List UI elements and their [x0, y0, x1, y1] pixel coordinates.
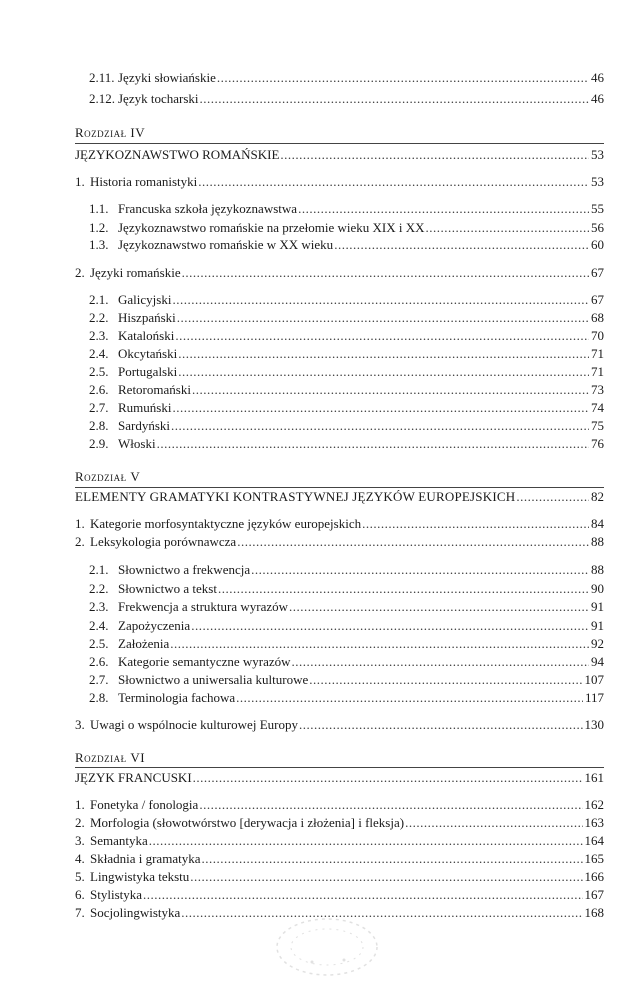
dot-leader — [170, 635, 589, 653]
entry-title: Stylistyka — [90, 887, 143, 902]
entry-title: Kategorie morfosyntaktyczne języków europejskich — [90, 516, 362, 531]
toc-entry — [89, 327, 604, 345]
page-number: 163 — [584, 815, 604, 830]
entry-title: Zapożyczenia — [118, 618, 191, 633]
entry-title: Języki słowiańskie — [118, 70, 216, 85]
page-number: 161 — [584, 770, 604, 785]
chapter-number: IV — [130, 125, 146, 140]
entry-title: Założenia — [118, 636, 170, 651]
entry-title: Hiszpański — [118, 310, 176, 325]
entry-number: 2.3. — [89, 599, 109, 614]
page-number: 130 — [584, 717, 604, 732]
toc-entry — [75, 264, 604, 282]
dot-leader — [199, 796, 582, 814]
toc-entry — [75, 716, 604, 734]
dot-leader — [236, 689, 583, 707]
dot-leader — [426, 219, 590, 237]
page-number: 53 — [591, 174, 604, 189]
dot-leader — [171, 417, 589, 435]
dot-leader — [280, 146, 589, 164]
entry-number: 2.7. — [89, 672, 109, 687]
chapter-number: VI — [130, 750, 146, 765]
entry-number: 3. — [75, 717, 85, 732]
entry-title: Kategorie semantyczne wyrazów — [118, 654, 291, 669]
toc-entry — [75, 533, 604, 551]
toc-entry — [89, 363, 604, 381]
entry-number: 6. — [75, 887, 85, 902]
entry-title: Język tocharski — [118, 91, 199, 106]
page-number: 94 — [591, 654, 604, 669]
library-stamp-icon — [272, 914, 382, 980]
toc-entry — [89, 236, 604, 254]
entry-title: Słownictwo a tekst — [118, 581, 217, 596]
entry-number: 2.9. — [89, 436, 109, 451]
chapter-label-word: Rozdział — [75, 125, 127, 140]
page-number: 166 — [584, 869, 604, 884]
entry-number: 2. — [75, 534, 85, 549]
entry-title: Galicyjski — [118, 292, 172, 307]
dot-leader — [200, 90, 589, 108]
entry-title: Okcytański — [118, 346, 178, 361]
dot-leader — [405, 814, 582, 832]
toc-entry — [89, 689, 604, 707]
entry-title: Sardyński — [118, 418, 170, 433]
page-number: 167 — [584, 887, 604, 902]
toc-entry — [89, 580, 604, 598]
page-number: 165 — [584, 851, 604, 866]
toc-entry — [75, 515, 604, 533]
entry-title: Słownictwo a frekwencja — [118, 562, 251, 577]
entry-number: 1.2. — [89, 220, 109, 235]
entry-title: Słownictwo a uniwersalia kulturowe — [118, 672, 309, 687]
toc-entry — [89, 435, 604, 453]
toc-entry — [75, 868, 604, 886]
dot-leader — [172, 291, 589, 309]
entry-number: 2.6. — [89, 382, 109, 397]
entry-number: 2. — [75, 265, 85, 280]
dot-leader — [190, 868, 582, 886]
entry-title: Portugalski — [118, 364, 178, 379]
toc-entry — [89, 671, 604, 689]
toc-entry — [75, 173, 604, 191]
entry-number: 1.3. — [89, 237, 109, 252]
entry-number: 2.3. — [89, 328, 109, 343]
chapter-title-entry — [75, 769, 604, 787]
page-number: 91 — [591, 599, 604, 614]
entry-number: 2.2. — [89, 310, 109, 325]
page-number: 168 — [584, 905, 604, 920]
chapter-rule — [75, 767, 604, 768]
page-number: 73 — [591, 382, 604, 397]
entry-title: Francuska szkoła językoznawstwa — [118, 201, 298, 216]
page-number: 46 — [591, 91, 604, 106]
toc-entry — [89, 417, 604, 435]
entry-title: Leksykologia porównawcza — [90, 534, 237, 549]
entry-number: 2.6. — [89, 654, 109, 669]
dot-leader — [172, 399, 589, 417]
toc-entry — [89, 598, 604, 616]
entry-number: 1. — [75, 797, 85, 812]
entry-title: Kataloński — [118, 328, 175, 343]
chapter-title-entry — [75, 488, 604, 506]
dot-leader — [178, 363, 589, 381]
chapter-label — [75, 749, 145, 767]
entry-number: 2.5. — [89, 636, 109, 651]
entry-number: 1. — [75, 174, 85, 189]
entry-number: 2.5. — [89, 364, 109, 379]
toc-entry — [89, 653, 604, 671]
entry-title: Lingwistyka tekstu — [90, 869, 190, 884]
toc-entry — [89, 345, 604, 363]
entry-title: ELEMENTY GRAMATYKI KONTRASTYWNEJ JĘZYKÓW EUROPEJSKICH — [75, 489, 516, 504]
entry-title: Socjolingwistyka — [90, 905, 181, 920]
toc-entry — [89, 561, 604, 579]
toc-entry — [89, 381, 604, 399]
toc-entry — [75, 886, 604, 904]
dot-leader — [516, 488, 589, 506]
entry-number: 7. — [75, 905, 85, 920]
dot-leader — [149, 832, 583, 850]
entry-title: JĘZYK FRANCUSKI — [75, 770, 192, 785]
toc-entry — [89, 399, 604, 417]
page-number: 71 — [591, 364, 604, 379]
dot-leader — [191, 617, 589, 635]
entry-number: 2.8. — [89, 418, 109, 433]
page-number: 162 — [584, 797, 604, 812]
entry-number: 2.11. — [89, 70, 115, 85]
entry-number: 2.4. — [89, 346, 109, 361]
toc-entry — [89, 69, 604, 87]
entry-number: 2.1. — [89, 562, 109, 577]
entry-title: Frekwencja a struktura wyrazów — [118, 599, 289, 614]
dot-leader — [192, 381, 589, 399]
page-number: 60 — [591, 237, 604, 252]
entry-number: 4. — [75, 851, 85, 866]
entry-number: 2. — [75, 815, 85, 830]
page-number: 74 — [591, 400, 604, 415]
page-number: 71 — [591, 346, 604, 361]
page-number: 117 — [584, 690, 604, 705]
entry-title: Historia romanistyki — [90, 174, 198, 189]
entry-number: 2.12. — [89, 91, 115, 106]
entry-number: 1.1. — [89, 201, 109, 216]
page-number: 82 — [591, 489, 604, 504]
dot-leader — [198, 173, 589, 191]
page-number: 76 — [591, 436, 604, 451]
entry-number: 5. — [75, 869, 85, 884]
toc-entry — [89, 309, 604, 327]
page-number: 75 — [591, 418, 604, 433]
toc-entry — [89, 90, 604, 108]
dot-leader — [289, 598, 589, 616]
dot-leader — [292, 653, 589, 671]
entry-title: Rumuński — [118, 400, 172, 415]
entry-title: Składnia i gramatyka — [90, 851, 201, 866]
entry-title: Językoznawstwo romańskie na przełomie wieku XIX i XX — [118, 220, 425, 235]
toc-entry — [89, 200, 604, 218]
toc-entry — [75, 850, 604, 868]
dot-leader — [177, 309, 589, 327]
dot-leader — [218, 580, 589, 598]
page-number: 88 — [591, 562, 604, 577]
dot-leader — [237, 533, 589, 551]
page-number: 92 — [591, 636, 604, 651]
entry-title: Terminologia fachowa — [118, 690, 236, 705]
page-number: 70 — [591, 328, 604, 343]
dot-leader — [178, 345, 589, 363]
entry-title: Języki romańskie — [90, 265, 181, 280]
dot-leader — [299, 716, 583, 734]
entry-title: JĘZYKOZNAWSTWO ROMAŃSKIE — [75, 147, 280, 162]
chapter-rule — [75, 143, 604, 144]
dot-leader — [157, 435, 589, 453]
entry-number: 1. — [75, 516, 85, 531]
page-number: 90 — [591, 581, 604, 596]
page-number: 88 — [591, 534, 604, 549]
dot-leader — [217, 69, 589, 87]
page-number: 55 — [591, 201, 604, 216]
dot-leader — [309, 671, 582, 689]
entry-number: 2.7. — [89, 400, 109, 415]
dot-leader — [201, 850, 582, 868]
chapter-number: V — [130, 469, 141, 484]
page-number: 67 — [591, 265, 604, 280]
page-number: 67 — [591, 292, 604, 307]
page-number: 91 — [591, 618, 604, 633]
dot-leader — [362, 515, 589, 533]
dot-leader — [175, 327, 589, 345]
entry-title: Fonetyka / fonologia — [90, 797, 199, 812]
toc-entry — [75, 814, 604, 832]
chapter-label-word: Rozdział — [75, 469, 127, 484]
dot-leader — [143, 886, 582, 904]
dot-leader — [182, 264, 589, 282]
entry-title: Morfologia (słowotwórstwo [derywacja i złożenia] i fleksja) — [90, 815, 405, 830]
page-number: 84 — [591, 516, 604, 531]
toc-entry — [89, 219, 604, 237]
entry-number: 3. — [75, 833, 85, 848]
chapter-title-entry — [75, 146, 604, 164]
entry-number: 2.2. — [89, 581, 109, 596]
entry-title: Włoski — [118, 436, 156, 451]
toc-entry — [75, 796, 604, 814]
chapter-label — [75, 124, 145, 142]
toc-entry — [89, 617, 604, 635]
page-number: 68 — [591, 310, 604, 325]
entry-title: Uwagi o wspólnocie kulturowej Europy — [90, 717, 298, 732]
page-number: 56 — [591, 220, 604, 235]
page-number: 46 — [591, 70, 604, 85]
entry-number: 2.1. — [89, 292, 109, 307]
toc-entry — [89, 635, 604, 653]
entry-title: Językoznawstwo romańskie w XX wieku — [118, 237, 334, 252]
chapter-label-word: Rozdział — [75, 750, 127, 765]
dot-leader — [298, 200, 589, 218]
toc-entry — [75, 832, 604, 850]
entry-number: 2.4. — [89, 618, 109, 633]
entry-number: 2.8. — [89, 690, 109, 705]
toc-entry — [89, 291, 604, 309]
dot-leader — [251, 561, 589, 579]
page-number: 107 — [584, 672, 604, 687]
page-number: 53 — [591, 147, 604, 162]
dot-leader — [334, 236, 589, 254]
entry-title: Retoromański — [118, 382, 191, 397]
page-number: 164 — [584, 833, 604, 848]
entry-title: Semantyka — [90, 833, 148, 848]
chapter-label — [75, 468, 140, 486]
dot-leader — [193, 769, 583, 787]
